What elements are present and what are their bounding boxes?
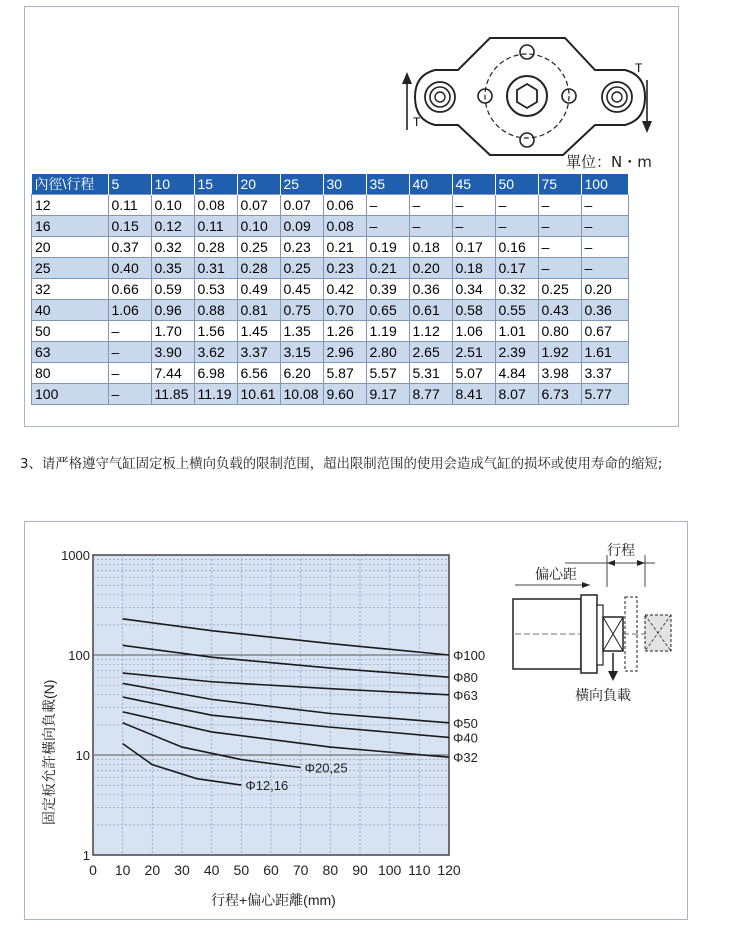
- table-cell: –: [538, 195, 581, 216]
- x-tick-label: 10: [114, 862, 131, 878]
- table-row: [32, 384, 629, 405]
- stroke-label: 行程: [607, 542, 635, 558]
- y-tick-labels: [61, 548, 90, 863]
- table-cell: 8.07: [495, 384, 538, 405]
- table-row: [32, 237, 629, 258]
- column-header: 10: [151, 174, 194, 195]
- table-cell: 9.17: [366, 384, 409, 405]
- table-cell: 0.09: [280, 216, 323, 237]
- table-cell: 3.15: [280, 342, 323, 363]
- table-cell: 0.34: [452, 279, 495, 300]
- table-cell: 50: [32, 321, 109, 342]
- column-header: 5: [108, 174, 151, 195]
- table-cell: –: [452, 195, 495, 216]
- table-cell: 9.60: [323, 384, 366, 405]
- table-header-row: [32, 174, 629, 195]
- column-header: 30: [323, 174, 366, 195]
- y-tick-label: 100: [68, 648, 90, 663]
- table-cell: 0.43: [538, 300, 581, 321]
- table-cell: 0.36: [409, 279, 452, 300]
- table-cell: –: [409, 216, 452, 237]
- table-cell: 0.21: [323, 237, 366, 258]
- table-cell: –: [108, 384, 151, 405]
- column-header: 75: [538, 174, 581, 195]
- table-cell: –: [409, 195, 452, 216]
- table-cell: 0.88: [194, 300, 237, 321]
- table-cell: 0.17: [495, 258, 538, 279]
- table-cell: 0.10: [237, 216, 280, 237]
- table-cell: 1.19: [366, 321, 409, 342]
- table-cell: 1.35: [280, 321, 323, 342]
- table-row: [32, 258, 629, 279]
- table-cell: 3.37: [581, 363, 628, 384]
- table-cell: 5.07: [452, 363, 495, 384]
- table-cell: 0.18: [452, 258, 495, 279]
- table-cell: 100: [32, 384, 109, 405]
- x-tick-label: 70: [292, 862, 309, 878]
- x-tick-label: 0: [89, 862, 97, 878]
- table-cell: 3.37: [237, 342, 280, 363]
- table-cell: 0.42: [323, 279, 366, 300]
- table-cell: 6.73: [538, 384, 581, 405]
- table-cell: 0.70: [323, 300, 366, 321]
- table-cell: 0.20: [409, 258, 452, 279]
- table-cell: 0.07: [237, 195, 280, 216]
- table-cell: 10.08: [280, 384, 323, 405]
- table-cell: –: [581, 237, 628, 258]
- table-cell: 1.26: [323, 321, 366, 342]
- table-cell: 0.66: [108, 279, 151, 300]
- table-cell: –: [108, 321, 151, 342]
- column-header: 15: [194, 174, 237, 195]
- table-cell: 5.77: [581, 384, 628, 405]
- table-cell: 6.56: [237, 363, 280, 384]
- table-cell: 63: [32, 342, 109, 363]
- table-cell: 1.06: [452, 321, 495, 342]
- y-tick-label: 10: [75, 748, 90, 763]
- column-header: 25: [280, 174, 323, 195]
- table-cell: 8.77: [409, 384, 452, 405]
- torque-table: [31, 174, 629, 405]
- table-cell: 2.39: [495, 342, 538, 363]
- table-cell: 6.98: [194, 363, 237, 384]
- table-cell: 8.41: [452, 384, 495, 405]
- table-cell: 0.75: [280, 300, 323, 321]
- unit-label: 單位：N・m: [566, 153, 652, 171]
- x-tick-labels: [89, 862, 461, 878]
- table-row: [32, 300, 629, 321]
- table-cell: 0.25: [237, 237, 280, 258]
- x-tick-label: 60: [263, 862, 279, 878]
- table-cell: 0.39: [366, 279, 409, 300]
- column-header: 50: [495, 174, 538, 195]
- table-cell: 0.11: [194, 216, 237, 237]
- table-cell: 0.08: [323, 216, 366, 237]
- table-cell: 3.62: [194, 342, 237, 363]
- table-cell: 0.10: [151, 195, 194, 216]
- table-row: [32, 195, 629, 216]
- x-tick-label: 50: [233, 862, 250, 878]
- table-cell: 0.28: [237, 258, 280, 279]
- table-cell: –: [452, 216, 495, 237]
- table-cell: 11.19: [194, 384, 237, 405]
- table-cell: 0.32: [151, 237, 194, 258]
- table-cell: 0.58: [452, 300, 495, 321]
- torque-label-right: T: [635, 61, 643, 75]
- table-cell: 0.11: [108, 195, 151, 216]
- table-cell: 0.31: [194, 258, 237, 279]
- table-cell: 5.57: [366, 363, 409, 384]
- table-cell: 1.70: [151, 321, 194, 342]
- table-cell: –: [495, 195, 538, 216]
- table-cell: –: [538, 237, 581, 258]
- table-cell: –: [366, 195, 409, 216]
- table-cell: –: [538, 258, 581, 279]
- table-cell: 0.23: [323, 258, 366, 279]
- table-cell: 0.65: [366, 300, 409, 321]
- table-cell: 5.31: [409, 363, 452, 384]
- table-cell: 1.12: [409, 321, 452, 342]
- table-cell: –: [108, 363, 151, 384]
- table-cell: 3.90: [151, 342, 194, 363]
- table-cell: 40: [32, 300, 109, 321]
- table-cell: 2.80: [366, 342, 409, 363]
- table-cell: 0.06: [323, 195, 366, 216]
- x-axis-label: 行程+偏心距離(mm): [211, 892, 336, 908]
- table-cell: –: [538, 216, 581, 237]
- y-tick-label: 1: [82, 848, 90, 863]
- table-cell: 0.40: [108, 258, 151, 279]
- table-cell: –: [366, 216, 409, 237]
- table-cell: –: [495, 216, 538, 237]
- x-tick-label: 120: [437, 862, 461, 878]
- column-header: 45: [452, 174, 495, 195]
- x-tick-label: 90: [352, 862, 368, 878]
- table-cell: 0.36: [581, 300, 628, 321]
- series-label: Φ32: [453, 750, 478, 766]
- table-cell: 0.80: [538, 321, 581, 342]
- table-cell: 0.32: [495, 279, 538, 300]
- table-cell: 0.61: [409, 300, 452, 321]
- column-header: 20: [237, 174, 280, 195]
- table-cell: 0.45: [280, 279, 323, 300]
- table-row: [32, 363, 629, 384]
- series-label: Φ40: [453, 730, 478, 746]
- table-cell: 0.25: [538, 279, 581, 300]
- lateral-load-chart: [28, 535, 486, 915]
- table-cell: 1.61: [581, 342, 628, 363]
- column-header: 40: [409, 174, 452, 195]
- table-cell: 0.37: [108, 237, 151, 258]
- table-cell: 4.84: [495, 363, 538, 384]
- offset-label: 偏心距: [535, 566, 577, 582]
- column-header: 內徑\行程: [32, 174, 109, 195]
- x-tick-label: 100: [377, 862, 402, 878]
- column-header: 100: [581, 174, 628, 195]
- x-tick-label: 30: [174, 862, 190, 878]
- table-cell: 0.49: [237, 279, 280, 300]
- table-row: [32, 279, 629, 300]
- table-cell: 3.98: [538, 363, 581, 384]
- table-cell: 80: [32, 363, 109, 384]
- table-cell: 16: [32, 216, 109, 237]
- table-cell: 0.25: [280, 258, 323, 279]
- series-label: Φ100: [453, 648, 486, 663]
- mounting-plate: [581, 595, 597, 673]
- table-row: [32, 216, 629, 237]
- table-cell: 11.85: [151, 384, 194, 405]
- table-cell: 1.01: [495, 321, 538, 342]
- table-cell: 0.12: [151, 216, 194, 237]
- table-cell: 0.23: [280, 237, 323, 258]
- x-tick-label: 20: [144, 862, 161, 878]
- table-cell: 25: [32, 258, 109, 279]
- table-cell: 0.16: [495, 237, 538, 258]
- table-cell: 1.45: [237, 321, 280, 342]
- table-cell: 0.81: [237, 300, 280, 321]
- x-tick-label: 40: [203, 862, 220, 878]
- table-cell: –: [108, 342, 151, 363]
- table-cell: 0.15: [108, 216, 151, 237]
- column-header: 35: [366, 174, 409, 195]
- table-cell: 0.28: [194, 237, 237, 258]
- table-cell: 6.20: [280, 363, 323, 384]
- x-tick-label: 80: [322, 862, 339, 878]
- table-cell: 12: [32, 195, 109, 216]
- series-label: Φ20,25: [304, 760, 348, 776]
- table-cell: 0.35: [151, 258, 194, 279]
- table-cell: –: [581, 258, 628, 279]
- table-cell: 0.53: [194, 279, 237, 300]
- table-cell: 0.08: [194, 195, 237, 216]
- table-cell: –: [581, 195, 628, 216]
- series-label: Φ50: [453, 715, 478, 731]
- table-cell: 2.51: [452, 342, 495, 363]
- usage-note: 3、请严格遵守气缸固定板上横向负载的限制范围，超出限制范围的使用会造成气缸的损坏或使用寿命的缩短;: [20, 457, 663, 472]
- table-cell: 0.96: [151, 300, 194, 321]
- table-cell: 5.87: [323, 363, 366, 384]
- flange-diagram: [395, 30, 665, 160]
- table-cell: 0.18: [409, 237, 452, 258]
- table-cell: 0.55: [495, 300, 538, 321]
- series-label: Φ63: [453, 687, 478, 703]
- table-row: [32, 321, 629, 342]
- table-cell: 20: [32, 237, 109, 258]
- table-cell: 1.56: [194, 321, 237, 342]
- table-cell: 2.96: [323, 342, 366, 363]
- table-cell: –: [581, 216, 628, 237]
- table-cell: 10.61: [237, 384, 280, 405]
- x-tick-label: 110: [408, 862, 431, 878]
- table-cell: 1.06: [108, 300, 151, 321]
- table-cell: 32: [32, 279, 109, 300]
- table-cell: 1.92: [538, 342, 581, 363]
- table-cell: 0.17: [452, 237, 495, 258]
- y-tick-label: 1000: [61, 548, 90, 563]
- y-axis-label: 固定板允許橫向負載(N): [41, 679, 57, 825]
- torque-label-left: T: [413, 115, 421, 129]
- table-cell: 0.21: [366, 258, 409, 279]
- table-cell: 7.44: [151, 363, 194, 384]
- table-row: [32, 342, 629, 363]
- table-cell: 0.20: [581, 279, 628, 300]
- table-cell: 0.67: [581, 321, 628, 342]
- table-cell: 0.07: [280, 195, 323, 216]
- load-label: 橫向負載: [575, 687, 631, 703]
- series-label: Φ80: [453, 670, 478, 686]
- table-body: [32, 195, 629, 405]
- offset-diagram: [505, 535, 675, 710]
- series-label: Φ12,16: [245, 778, 289, 794]
- table-cell: 0.59: [151, 279, 194, 300]
- table-cell: 2.65: [409, 342, 452, 363]
- table-cell: 0.19: [366, 237, 409, 258]
